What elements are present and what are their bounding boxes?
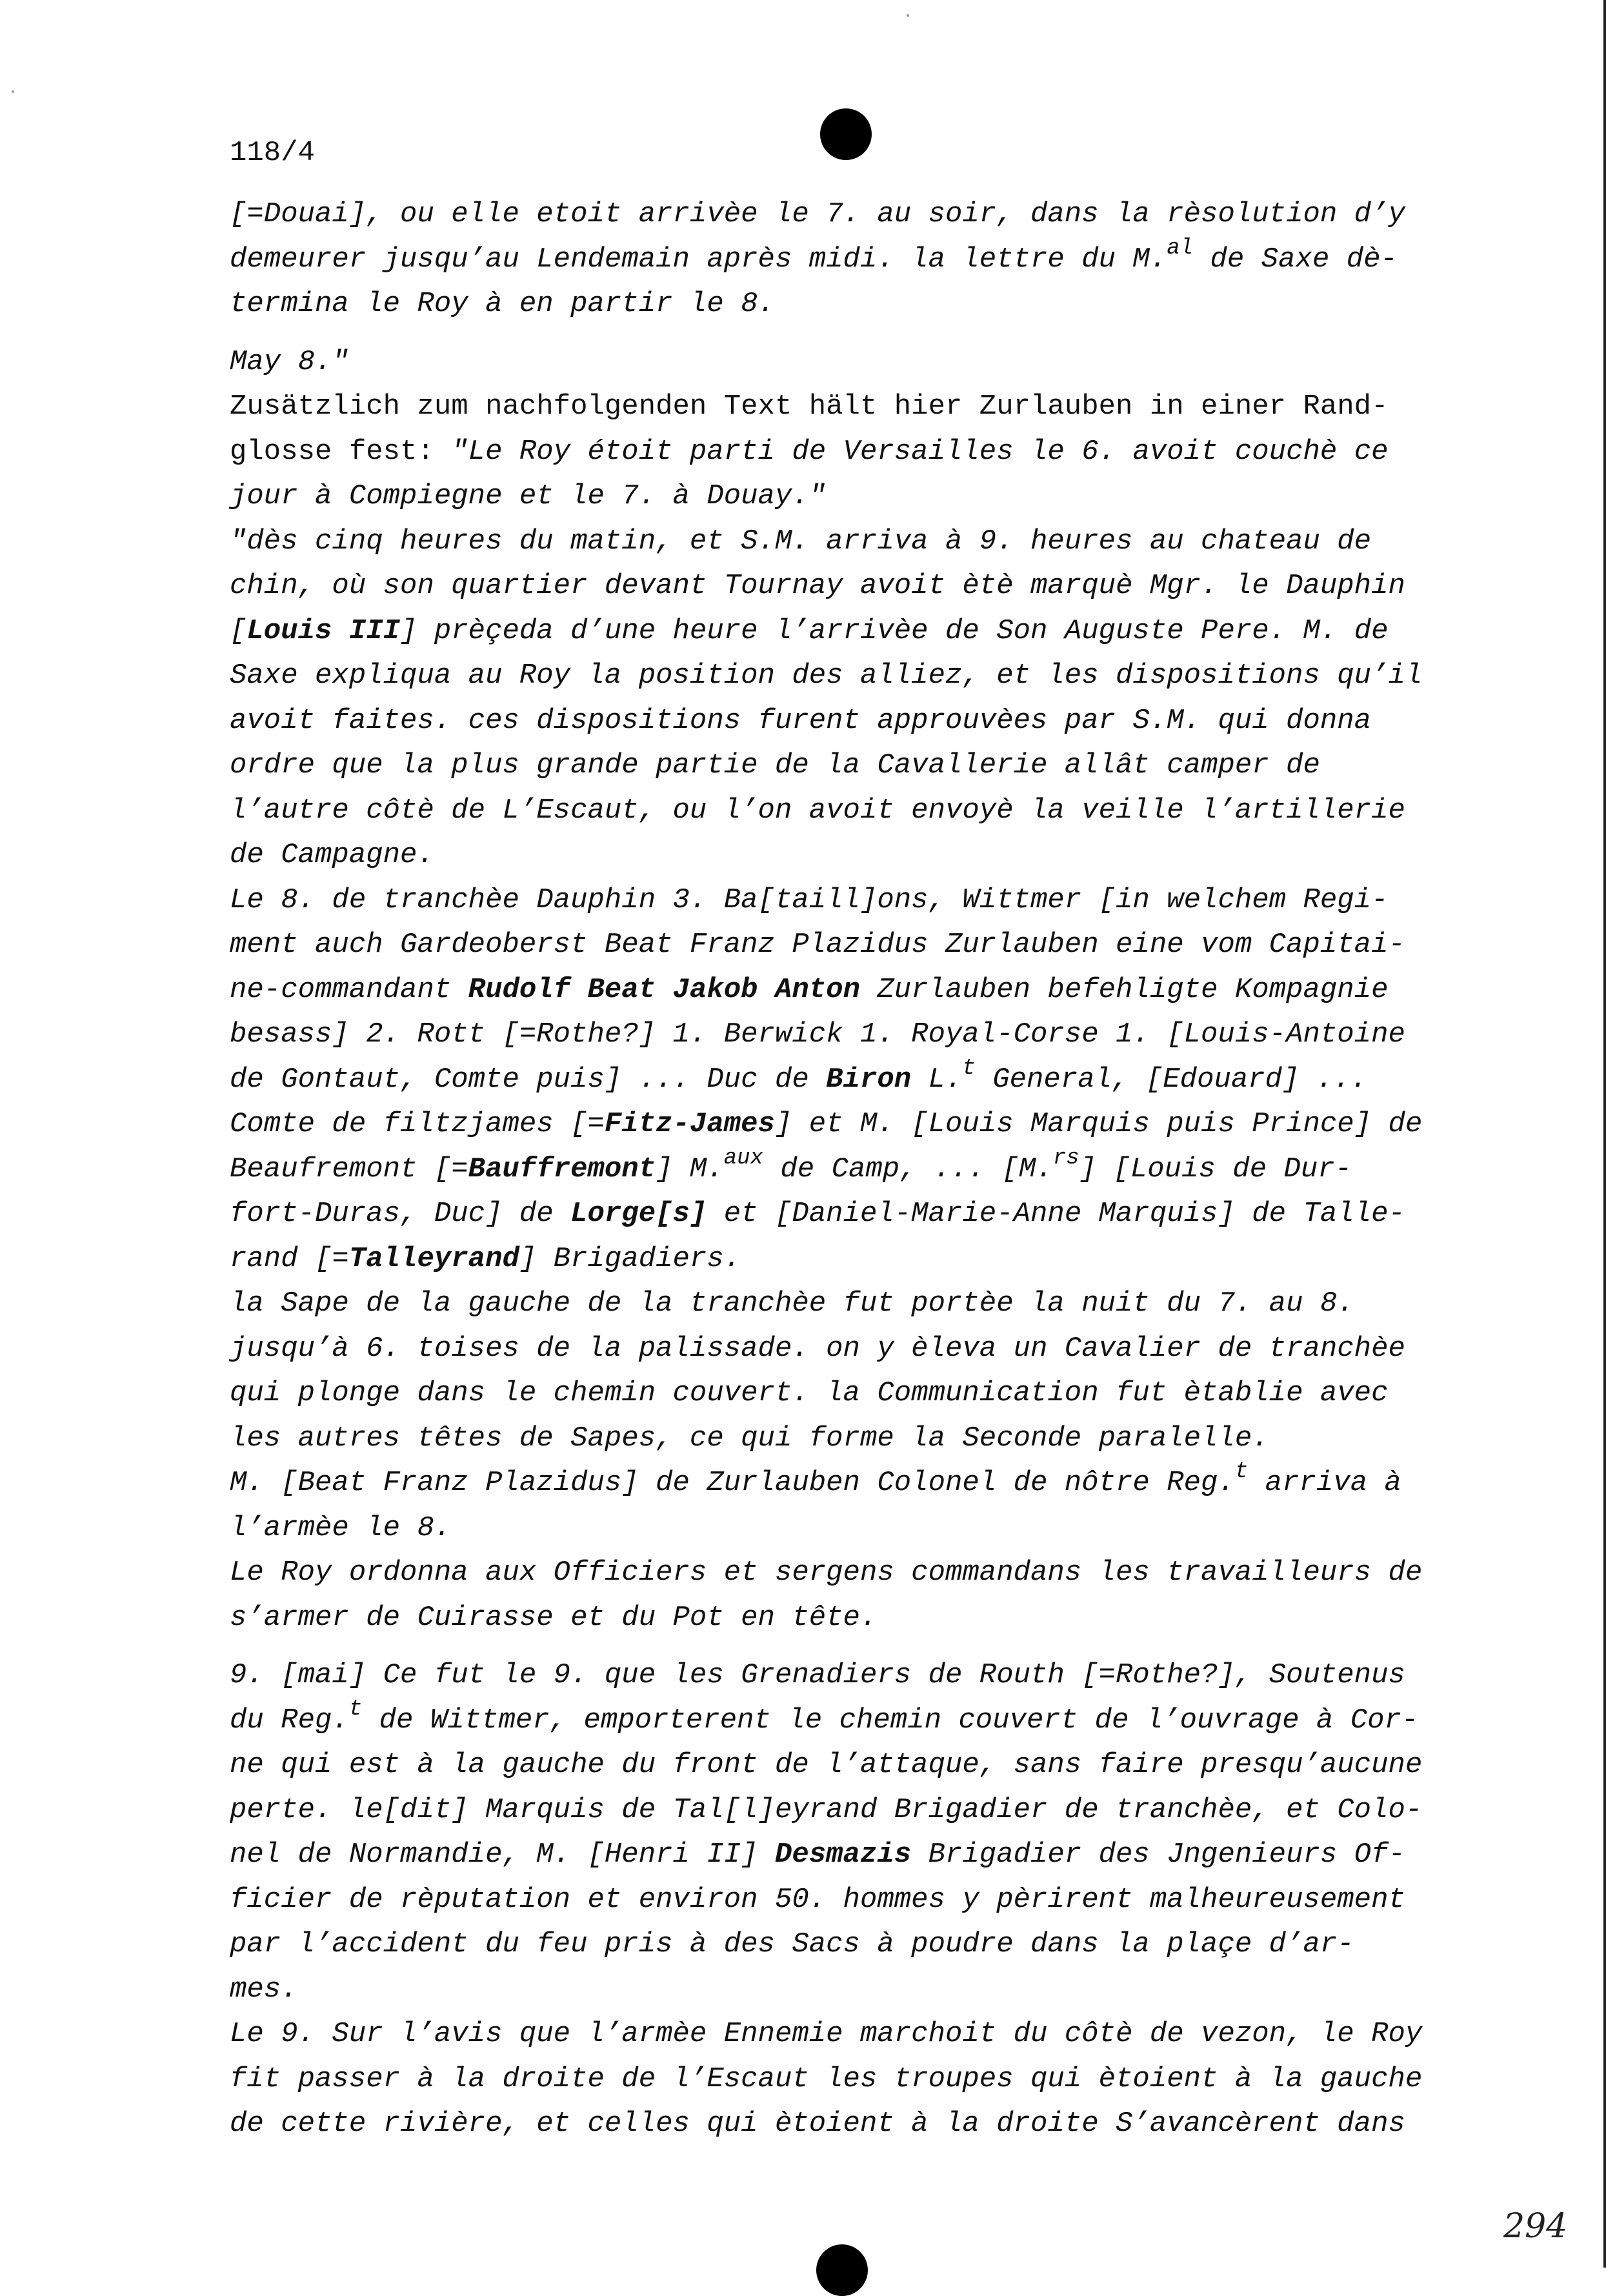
text-segment: ne-commandant [230,973,468,1006]
text-line [230,564,1456,609]
text-line [230,1058,1456,1103]
text-segment: les autres têtes de Sapes, ce qui forme la Seconde paralelle. [230,1422,1269,1455]
text-segment: l’armèe le 8. [230,1511,452,1544]
text-line [230,2012,1456,2057]
text-segment: Comte de filtzjames [= [230,1108,605,1140]
text-line [230,1192,1456,1237]
bold-name: Fitz-James [604,1108,775,1140]
text-line [230,237,1456,283]
text-segment: du Reg. [230,1704,349,1737]
text-segment: Saxe expliqua au Roy la position des alliez, et les dispositions qu’il [230,660,1423,692]
bold-name: Louis III [246,614,401,647]
text-segment: de Saxe dè- [1193,243,1398,276]
text-segment: par l’accident du feu pris à des Sacs à poudre dans la plaçe d’ar- [230,1928,1354,1960]
text-line [230,789,1456,834]
superscript: t [962,1056,976,1081]
text-line [230,833,1456,878]
text-line [230,385,1456,430]
text-segment: "dès cinq heures du matin, et S.M. arriva à 9. heures au chateau de [230,525,1372,558]
text-segment: jour à Compiegne et le 7. à Douay." [230,480,827,512]
text-line [230,282,1456,327]
paragraph-gap [230,1640,1456,1653]
text-line [230,2102,1456,2147]
text-line [230,1012,1456,1058]
text-segment: ] [Louis de Dur- [1079,1153,1352,1185]
text-line [230,1653,1456,1698]
text-segment: Brigadier des Jngenieurs Of- [911,1838,1405,1871]
text-segment: et [Daniel-Marie-Anne Marquis] de Talle- [707,1198,1405,1230]
punch-hole-mark-bottom [816,2244,868,2296]
text-line [230,923,1456,968]
text-line [230,192,1456,237]
text-segment: ] Brigadiers. [519,1242,741,1275]
text-segment: besass] 2. Rott [=Rothe?] 1. Berwick 1. Royal-Corse 1. [Louis-Antoine [230,1018,1405,1051]
scan-speck [12,90,14,93]
text-segment: "Le Roy étoit parti de Versailles le 6. avoit couchè ce [451,435,1389,468]
text-line [230,1788,1456,1833]
punch-hole-mark [820,108,872,160]
bold-name: Lorge[s] [570,1198,707,1230]
text-segment: arriva à [1248,1467,1401,1499]
superscript: t [348,1697,363,1722]
text-line [230,1282,1456,1327]
scan-speck [907,14,909,17]
text-segment: ment auch Gardeoberst Beat Franz Plazidus Zurlauben eine vom Capitai- [230,929,1405,961]
text-line [230,878,1456,923]
text-segment: de Camp, ... [M. [763,1153,1053,1185]
text-segment: de Gontaut, Comte puis] ... Duc de [230,1063,827,1096]
text-line [230,1371,1456,1416]
text-segment: Le Roy ordonna aux Officiers et sergens commandans les travailleurs de [230,1556,1423,1589]
text-line [230,743,1456,789]
bold-name: Rudolf Beat Jakob Anton [468,973,860,1006]
text-line [230,474,1456,519]
text-segment: fort-Duras, Duc] de [230,1198,571,1230]
text-line [230,1461,1456,1506]
text-segment: l’autre côtè de L’Escaut, ou l’on avoit envoyè la veille l’artillerie [230,794,1405,827]
text-segment: demeurer jusqu’au Lendemain après midi. la lettre du M. [230,243,1167,276]
text-line [230,2057,1456,2102]
text-segment: [ [230,614,247,647]
text-segment: Le 8. de tranchèe Dauphin 3. Ba[taill]ons, Wittmer [in welchem Regi- [230,883,1389,916]
text-segment: General, [Edouard] ... [975,1063,1368,1096]
text-segment: de Campagne. [230,839,434,871]
text-segment: Beaufremont [= [230,1153,468,1185]
text-segment: mes. [230,1973,298,2006]
superscript: aux [723,1145,763,1171]
text-segment: rand [= [230,1242,349,1275]
bold-name: Talleyrand [348,1242,519,1275]
superscript: t [1234,1460,1249,1484]
text-line [230,1596,1456,1641]
text-segment: termina le Roy à en partir le 8. [230,288,775,320]
text-segment: glosse fest: [230,435,452,468]
text-segment: la Sape de la gauche de la tranchèe fut portèe la nuit du 7. au 8. [230,1287,1354,1320]
superscript: al [1167,236,1194,261]
text-segment: 9. [mai] Ce fut le 9. que les Grenadiers de Routh [=Rothe?], Soutenus [230,1659,1405,1691]
text-segment: perte. le[dit] Marquis de Tal[l]eyrand Brigadier de tranchèe, et Colo- [230,1793,1423,1826]
text-segment: ficier de rèputation et environ 50. hommes y pèrirent malheureusement [230,1883,1405,1916]
text-segment: ne qui est à la gauche du front de l’attaque, sans faire presqu’aucune [230,1749,1423,1781]
text-segment: ] M. [656,1153,724,1185]
text-line [230,1102,1456,1147]
text-line [230,1327,1456,1372]
text-segment: de cette rivière, et celles qui ètoient à la droite S’avancèrent dans [230,2108,1405,2140]
text-line [230,1698,1456,1744]
text-segment: jusqu’à 6. toises de la palissade. on y èleva un Cavalier de tranchèe [230,1332,1405,1365]
text-segment: Le 9. Sur l’avis que l’armèe Ennemie marchoit du côtè de vezon, le Roy [230,2018,1423,2050]
text-line [230,1551,1456,1596]
text-segment: ] prèçeda d’une heure l’arrivèe de Son Auguste Pere. M. de [400,614,1389,647]
text-segment: ordre que la plus grande partie de la Cavallerie allât camper de [230,749,1320,781]
text-segment: chin, où son quartier devant Tournay avoit ètè marquè Mgr. le Dauphin [230,570,1405,602]
body-text [230,192,1456,2147]
text-line [230,519,1456,565]
text-line [230,1833,1456,1878]
text-segment: ] et M. [Louis Marquis puis Prince] de [774,1108,1423,1140]
text-line [230,1147,1456,1193]
text-segment: M. [Beat Franz Plazidus] de Zurlauben Colonel de nôtre Reg. [230,1467,1235,1499]
text-segment: de Wittmer, emporterent le chemin couvert de l’ouvrage à Cor- [362,1704,1419,1737]
text-segment: nel de Normandie, M. [Henri II] [230,1838,775,1871]
bold-name: Bauffremont [468,1153,656,1185]
text-segment: fit passer à la droite de l’Escaut les troupes qui ètoient à la gauche [230,2062,1423,2095]
superscript: rs [1052,1145,1079,1171]
page-reference: 118/4 [230,137,316,169]
text-line [230,1416,1456,1462]
text-segment: L. [911,1063,963,1096]
paragraph-gap [230,327,1456,340]
text-segment: May 8." [230,345,349,378]
text-segment: [=Douai], ou elle etoit arrivèe le 7. au soir, dans la rèsolution d’y [230,198,1405,230]
text-line [230,340,1456,385]
bold-name: Biron [826,1063,912,1096]
text-line [230,654,1456,699]
text-line [230,1237,1456,1282]
text-segment: avoit faites. ces dispositions furent approuvèes par S.M. qui donna [230,704,1372,737]
text-line [230,968,1456,1013]
text-segment: Zurlauben befehligte Kompagnie [859,973,1389,1006]
text-segment: Zusätzlich zum nachfolgenden Text hält hier Zurlauben in einer Rand- [230,390,1389,423]
text-line [230,1878,1456,1923]
text-line [230,1922,1456,1968]
text-line [230,1743,1456,1788]
text-segment: qui plonge dans le chemin couvert. la Communication fut ètablie avec [230,1377,1389,1409]
bold-name: Desmazis [774,1838,912,1871]
handwritten-page-number: 294 [1503,2207,1568,2246]
text-segment: s’armer de Cuirasse et du Pot en tête. [230,1601,878,1634]
text-line [230,430,1456,475]
text-line [230,699,1456,744]
text-line [230,609,1456,654]
text-line [230,1968,1456,2013]
text-line [230,1506,1456,1551]
